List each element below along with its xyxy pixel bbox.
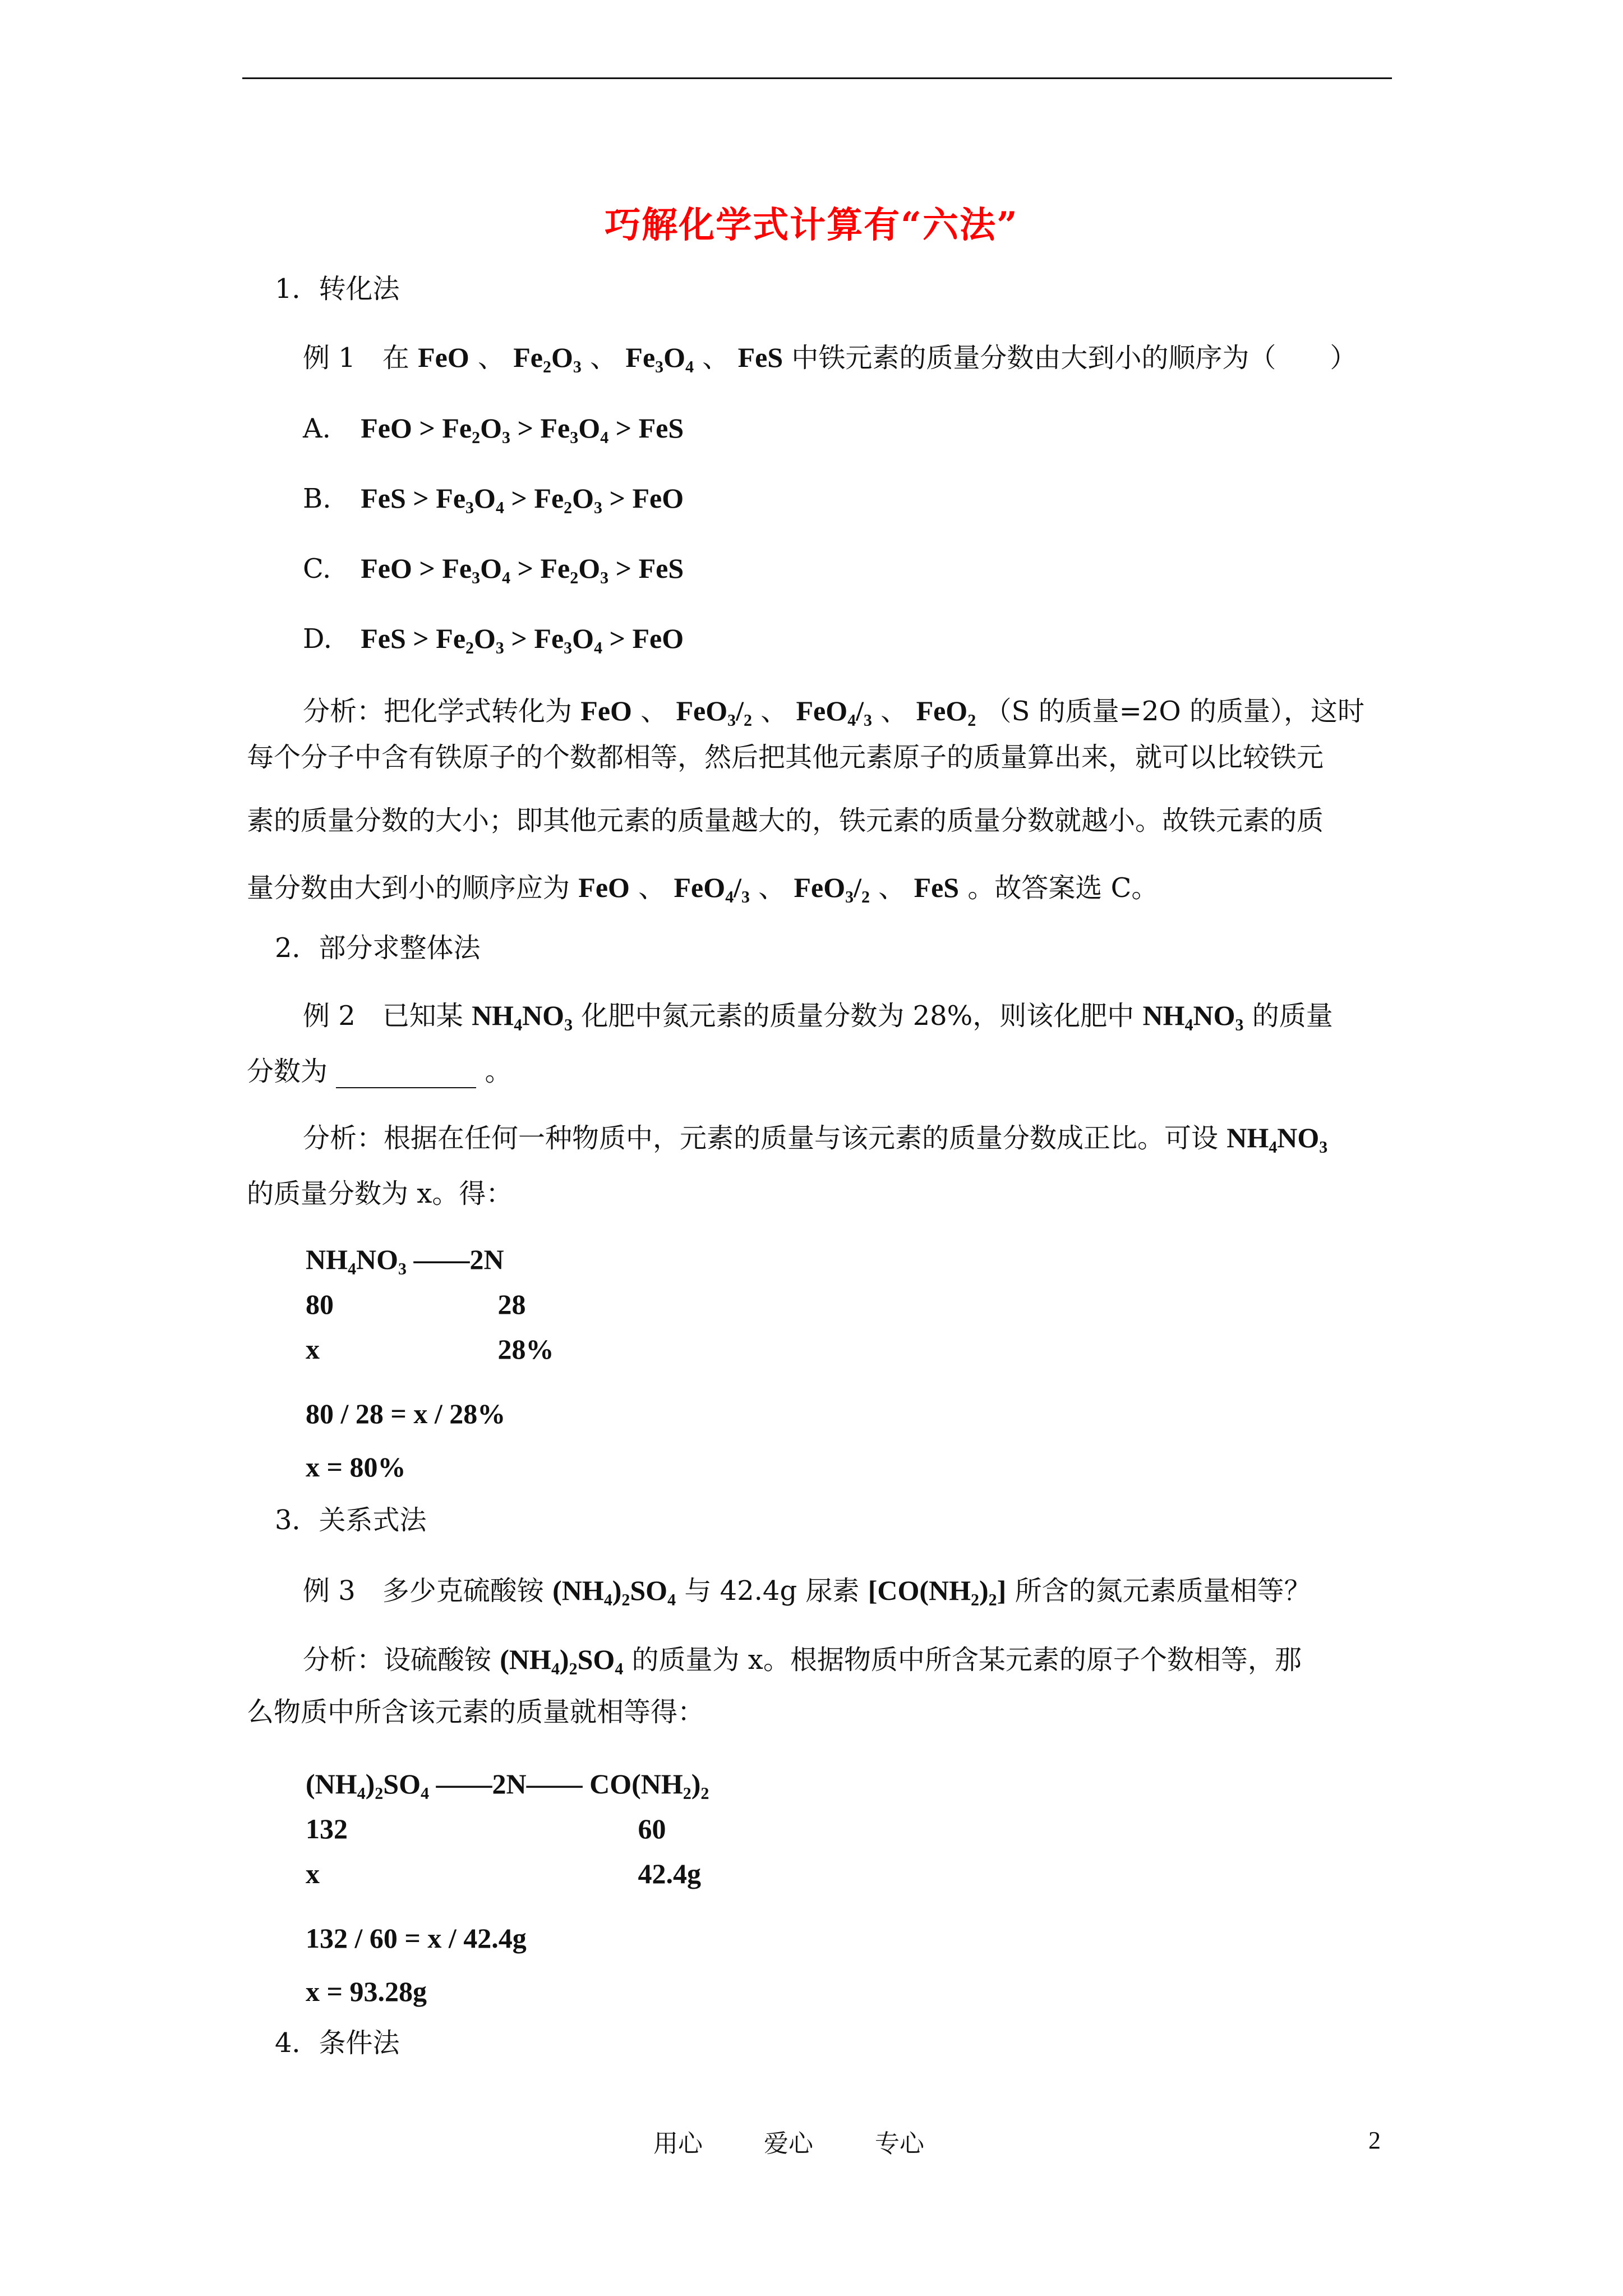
separator: 、 xyxy=(640,696,668,727)
equation-1: 80 / 28 = x / 28% xyxy=(306,1398,506,1429)
formula-fes: FeS xyxy=(914,872,960,903)
equation-1: 132 / 60 = x / 42.4g xyxy=(306,1922,527,1954)
separator: 、 xyxy=(760,696,788,727)
formula-feo: FeO xyxy=(580,695,632,726)
example-text: 的质量 xyxy=(1252,1000,1333,1032)
relation-value: 28% xyxy=(497,1333,554,1365)
section-3-heading: 3．关系式法 xyxy=(275,1504,427,1536)
example-text: 与 42.4g 尿素 xyxy=(684,1575,860,1607)
option-letter: C. xyxy=(303,553,331,585)
relation-row-2 xyxy=(306,1812,666,1846)
relation-value: 28 xyxy=(497,1289,526,1320)
analysis-1-line-1 xyxy=(303,694,1364,728)
option-a xyxy=(303,411,684,445)
analysis-text: （S 的质量=2O 的质量），这时 xyxy=(984,696,1364,727)
relation-value: 42.4g xyxy=(638,1858,701,1889)
option-letter: A. xyxy=(303,413,331,444)
option-letter: B. xyxy=(303,483,331,514)
page-number: 2 xyxy=(1368,2127,1381,2154)
analysis-3-line-1 xyxy=(303,1642,1302,1677)
relation-value: 132 xyxy=(306,1813,348,1844)
option-text: FeS > Fe₂O₃ > Fe₃O₄ > FeO xyxy=(361,623,684,654)
analysis-1-line-4 xyxy=(247,871,1158,905)
example-3 xyxy=(303,1573,1311,1608)
analysis-3-line-2: 么物质中所含该元素的质量就相等得： xyxy=(247,1696,705,1728)
analysis-text: 分析：设硫酸铵 xyxy=(303,1644,492,1676)
analysis-text: 分析：把化学式转化为 xyxy=(303,696,573,727)
relation-value: 60 xyxy=(638,1813,666,1844)
formula-nh4no3: NH₄NO₃ xyxy=(472,1000,573,1031)
relation-value: x xyxy=(306,1858,320,1889)
relation-text: ——2N xyxy=(413,1244,504,1275)
example-1-label: 例 1 在 xyxy=(303,342,409,374)
relation-row-1 xyxy=(306,1243,504,1276)
equation-2: x = 93.28g xyxy=(306,1976,427,2007)
analysis-2-line-1 xyxy=(303,1121,1327,1155)
formula-feo-4-3: FeO₄/₃ xyxy=(674,872,750,903)
formula-feo-3-2: FeO₃/₂ xyxy=(676,695,752,726)
relation-row-3 xyxy=(306,1332,554,1366)
analysis-text: 。故答案选 C。 xyxy=(967,872,1159,904)
formula-ammonium-sulfate: (NH₄)₂SO₄ xyxy=(552,1575,676,1606)
page-title: 巧解化学式计算有“六法” xyxy=(605,204,1018,246)
relation-row-1 xyxy=(306,1767,709,1801)
analysis-2-line-2: 的质量分数为 x。得： xyxy=(247,1178,513,1209)
example-text: 分数为 xyxy=(247,1056,328,1087)
option-text: FeO > Fe₃O₄ > Fe₂O₃ > FeS xyxy=(361,553,684,584)
example-text: 化肥中氮元素的质量分数为 28%，则该化肥中 xyxy=(581,1000,1135,1032)
footer-word-1: 用心 xyxy=(653,2129,703,2158)
analysis-text: 分析：根据在任何一种物质中，元素的质量与该元素的质量分数成正比。可设 xyxy=(303,1122,1219,1154)
separator: 、 xyxy=(477,342,505,374)
separator: 、 xyxy=(878,872,906,904)
relation-text: ——2N—— xyxy=(436,1768,583,1800)
relation-row-3 xyxy=(306,1857,701,1890)
formula-feo2: FeO₂ xyxy=(916,695,976,726)
analysis-1-line-3: 素的质量分数的大小；即其他元素的质量越大的，铁元素的质量分数就越小。故铁元素的质 xyxy=(247,805,1324,836)
section-4-heading: 4．条件法 xyxy=(275,2027,400,2059)
formula-fe2o3: Fe₂O₃ xyxy=(513,342,582,373)
answer-blank xyxy=(336,1062,476,1088)
analysis-1-line-2: 每个分子中含有铁原子的个数都相等，然后把其他元素原子的质量算出来，就可以比较铁元 xyxy=(247,742,1324,773)
example-1 xyxy=(303,341,1357,375)
analysis-text: 量分数由大到小的顺序应为 xyxy=(247,872,570,904)
equation-2: x = 80% xyxy=(306,1451,406,1483)
formula-feo: FeO xyxy=(418,342,469,373)
option-text: FeO > Fe₂O₃ > Fe₃O₄ > FeS xyxy=(361,412,684,444)
formula-urea: [CO(NH₂)₂] xyxy=(868,1575,1007,1606)
relation-row-2 xyxy=(306,1287,526,1321)
footer-word-3: 专心 xyxy=(875,2129,924,2158)
example-1-tail: 中铁元素的质量分数由大到小的顺序为（ ） xyxy=(791,342,1357,374)
formula-ammonium-sulfate: (NH₄)₂SO₄ xyxy=(500,1644,624,1675)
separator: 、 xyxy=(590,342,617,374)
example-2-line-1 xyxy=(303,999,1333,1033)
option-c xyxy=(303,551,684,586)
separator: 、 xyxy=(880,696,908,727)
separator: 、 xyxy=(638,872,666,904)
header-rule xyxy=(242,77,1392,79)
option-letter: D. xyxy=(303,623,333,655)
option-text: FeS > Fe₃O₄ > Fe₂O₃ > FeO xyxy=(361,482,684,514)
separator: 、 xyxy=(702,342,730,374)
section-1-heading: 1．转化法 xyxy=(275,273,400,305)
formula-ammonium-sulfate: (NH₄)₂SO₄ xyxy=(306,1768,429,1800)
separator: 、 xyxy=(758,872,786,904)
formula-fes: FeS xyxy=(737,342,783,373)
formula-fe3o4: Fe₃O₄ xyxy=(625,342,694,373)
example-text: 例 2 已知某 xyxy=(303,1000,463,1032)
footer-word-2: 爱心 xyxy=(764,2129,813,2158)
formula-feo: FeO xyxy=(578,872,630,903)
option-b xyxy=(303,481,684,516)
analysis-text: 的质量为 x。根据物质中所含某元素的原子个数相等，那 xyxy=(631,1644,1302,1676)
example-2-line-2 xyxy=(247,1055,512,1088)
formula-feo-4-3: FeO₄/₃ xyxy=(796,695,873,726)
example-text: 例 3 多少克硫酸铵 xyxy=(303,1575,544,1607)
formula-nh4no3: NH₄NO₃ xyxy=(1142,1000,1244,1031)
formula-feo-3-2: FeO₃/₂ xyxy=(794,872,870,903)
option-d xyxy=(303,622,684,656)
formula-urea: CO(NH₂)₂ xyxy=(589,1768,709,1800)
formula-nh4no3: NH₄NO₃ xyxy=(1227,1122,1328,1153)
formula-nh4no3: NH₄NO₃ xyxy=(306,1244,407,1275)
relation-value: 80 xyxy=(306,1289,334,1320)
example-text: 所含的氮元素质量相等？ xyxy=(1015,1575,1311,1607)
section-2-heading: 2．部分求整体法 xyxy=(275,932,481,964)
example-text: 。 xyxy=(485,1056,512,1087)
relation-value: x xyxy=(306,1333,320,1365)
